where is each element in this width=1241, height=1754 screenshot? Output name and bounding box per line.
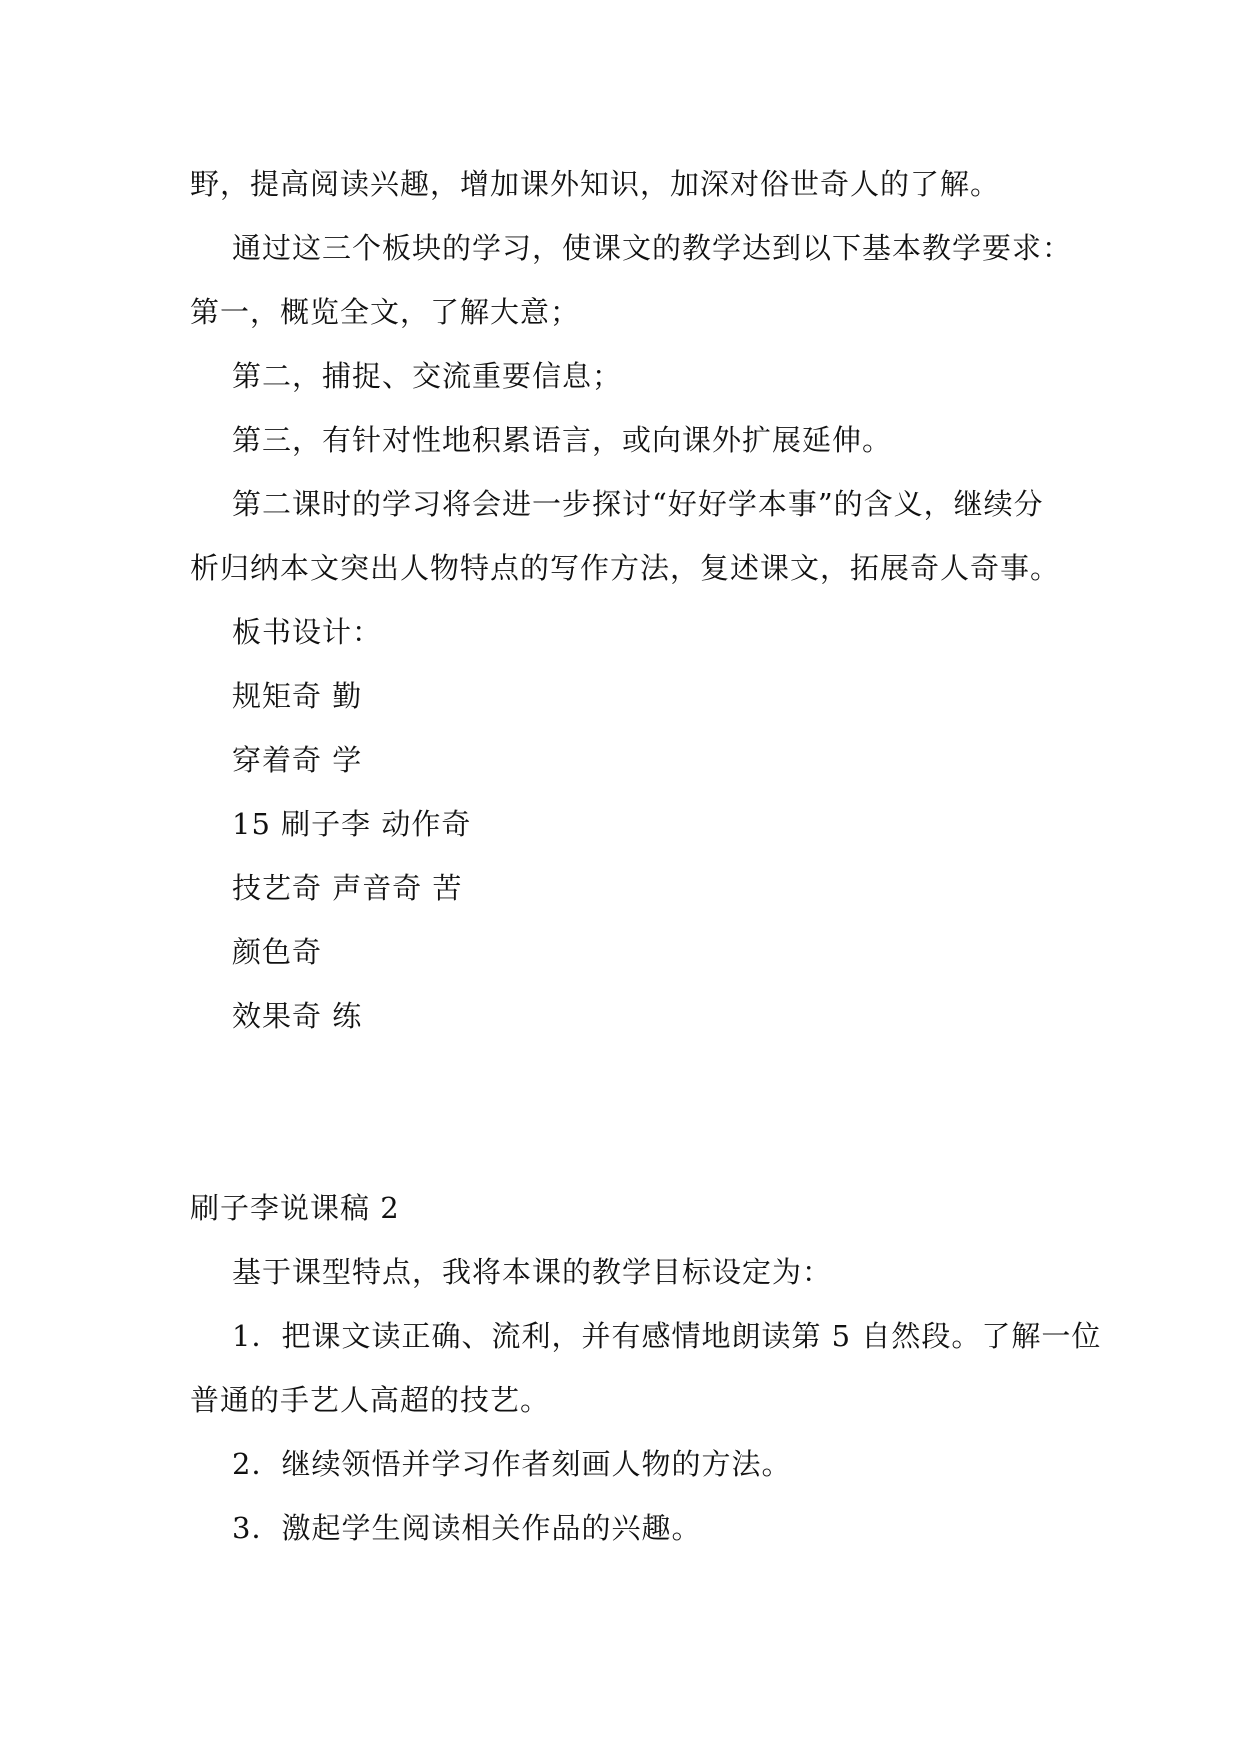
section-title: 刷子李说课稿 2 (190, 1191, 400, 1225)
board-design-line: 颜色奇 (232, 935, 323, 969)
list-item: 2．继续领悟并学习作者刻画人物的方法。 (232, 1447, 792, 1481)
list-item: 3．激起学生阅读相关作品的兴趣。 (232, 1511, 702, 1545)
paragraph-line: 野，提高阅读兴趣，增加课外知识，加深对俗世奇人的了解。 (190, 167, 1001, 201)
board-design-heading: 板书设计： (232, 615, 383, 649)
board-design-line: 技艺奇 声音奇 苦 (232, 871, 463, 905)
paragraph-line: 基于课型特点，我将本课的教学目标设定为： (232, 1255, 833, 1289)
board-design-line: 效果奇 练 (232, 999, 363, 1033)
paragraph-line: 第二课时的学习将会进一步探讨“好好学本事”的含义，继续分 (232, 487, 1044, 521)
board-design-line: 15 刷子李 动作奇 (232, 807, 472, 841)
paragraph-line: 第二，捕捉、交流重要信息； (232, 359, 623, 393)
paragraph-line: 第三，有针对性地积累语言，或向课外扩展延伸。 (232, 423, 893, 457)
paragraph-line: 第一，概览全文，了解大意； (190, 295, 581, 329)
paragraph-line: 析归纳本文突出人物特点的写作方法，复述课文，拓展奇人奇事。 (190, 551, 1061, 585)
list-item: 1．把课文读正确、流利，并有感情地朗读第 5 自然段。了解一位 (232, 1319, 1102, 1353)
board-design-line: 规矩奇 勤 (232, 679, 363, 713)
paragraph-line: 通过这三个板块的学习，使课文的教学达到以下基本教学要求： (232, 231, 1073, 265)
list-item-continuation: 普通的手艺人高超的技艺。 (190, 1383, 551, 1417)
board-design-line: 穿着奇 学 (232, 743, 363, 777)
